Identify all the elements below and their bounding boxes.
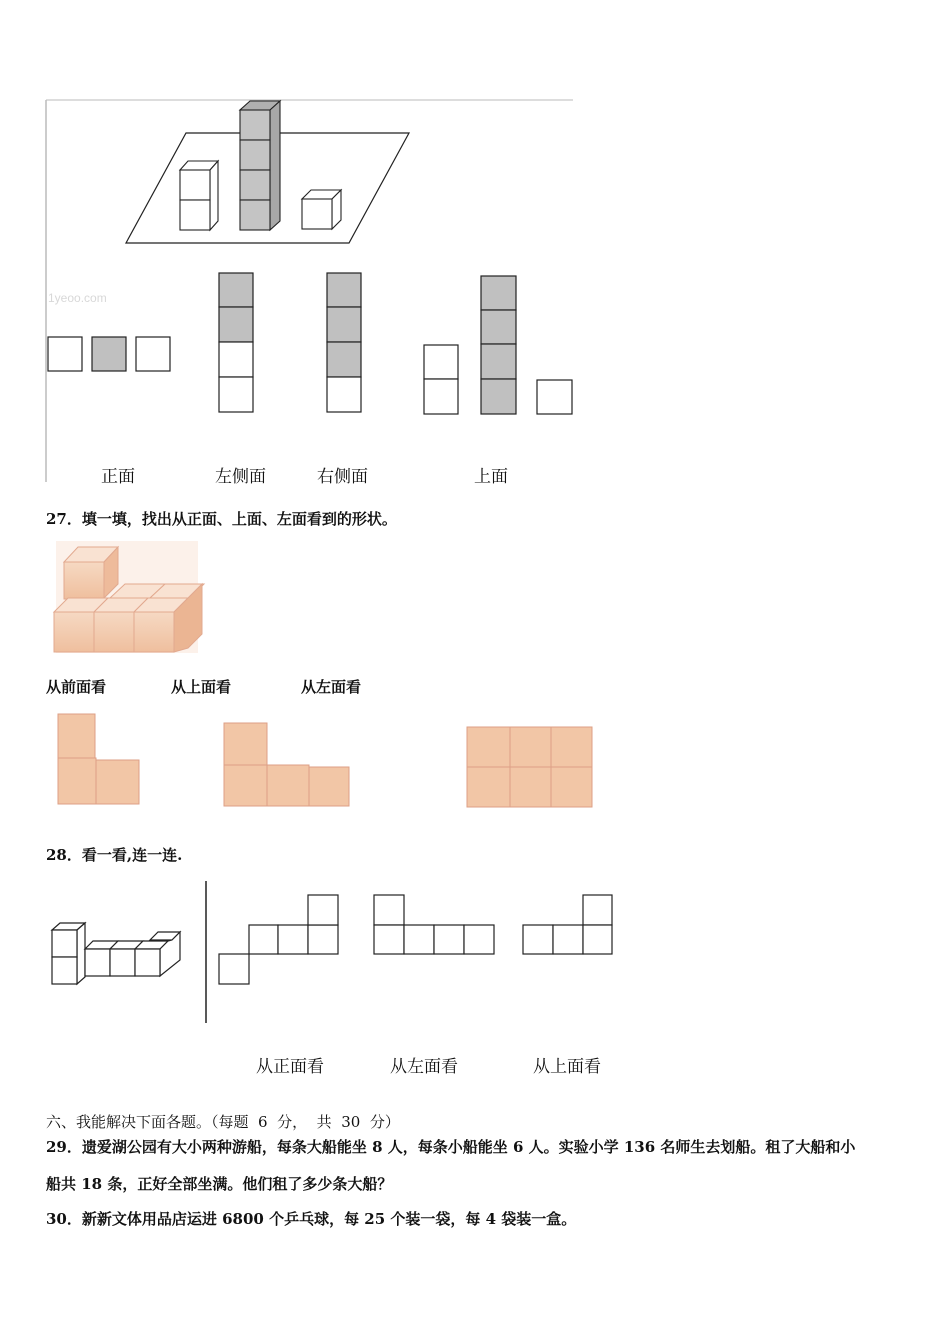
watermark: 1yeoo.com: [48, 291, 107, 305]
q28-shape-3: [523, 895, 612, 954]
label-left-side: 左侧面: [215, 467, 266, 487]
q28-cube-arrangement: [52, 923, 180, 984]
q27-prompt: 27．填一填，找出从正面、上面、左面看到的形状。: [46, 510, 397, 528]
label-right-side: 右侧面: [317, 467, 368, 487]
label-front: 正面: [101, 467, 135, 487]
q27-label-front: 从前面看: [46, 678, 107, 696]
q28-shape-2: [374, 895, 494, 954]
label-top: 上面: [474, 467, 508, 487]
q28-prompt: 28．看一看,连一连.: [46, 846, 183, 864]
q29-text-line2: 船共 18 条，正好全部坐满。他们租了多少条大船？: [46, 1175, 393, 1193]
q27-label-top: 从上面看: [171, 678, 232, 696]
q28-label-top: 从上面看: [533, 1057, 601, 1077]
q28-label-front: 从正面看: [256, 1057, 324, 1077]
q28-shape-1: [219, 895, 338, 984]
q29-text-line1: 29．遗爱湖公园有大小两种游船，每条大船能坐 8 人，每条小船能坐 6 人。实验小学 136 名师生去划船。租了大船和小: [46, 1138, 856, 1156]
section6-heading: 六、我能解决下面各题。（每题 6 分， 共 30 分）: [46, 1113, 400, 1131]
q27-label-left: 从左面看: [301, 678, 362, 696]
q30-text: 30．新新文体用品店运进 6800 个乒乓球，每 25 个装一袋，每 4 袋装一盒。: [46, 1210, 577, 1228]
q28-label-left: 从左面看: [390, 1057, 458, 1077]
